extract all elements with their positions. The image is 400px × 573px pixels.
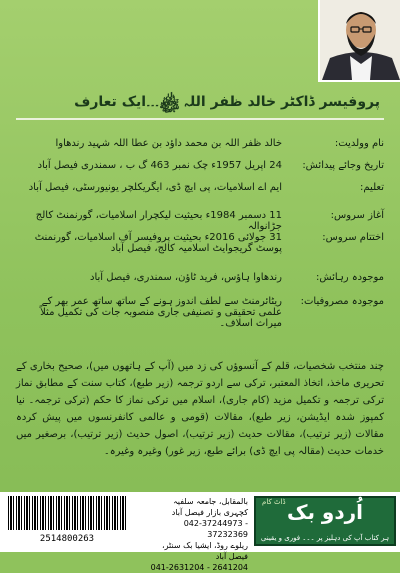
info-value: 11 دسمبر 1984ء بحیثیت لیکچرار اسلامیات، گورنمنٹ کالج جڑانوالہ xyxy=(35,210,282,232)
barcode-number: 2514800263 xyxy=(39,534,95,544)
title-divider xyxy=(16,118,384,120)
info-label: نام وولدیت: xyxy=(334,138,384,149)
logo-text: اُردو بک xyxy=(286,500,363,524)
info-label: تعلیم: xyxy=(360,182,384,193)
info-value: رندھاوا ہاؤس، فرید ٹاؤن، سمندری، فیصل آباد xyxy=(89,272,282,283)
info-value: 24 اپریل 1957ء چک نمبر 463 گ ب ، سمندری فیصل آباد xyxy=(37,160,282,171)
info-value: ریٹائرمنٹ سے لطف اندوز ہونے کے ساتھ ساتھ عمر بھر کے علمی تحقیقی و تصنیفی جاری منصوبہ جات کی تکمیل مثلاً میراث اسلاف۔ xyxy=(40,296,282,329)
page-title: پروفیسر ڈاکٹر خالد ظفر اللہ ﷾۔۔۔ایک تعارف xyxy=(74,94,380,110)
shop-phone: 042-37244973 - 37232369 xyxy=(183,519,248,539)
shop-address xyxy=(150,496,248,573)
info-label: موجودہ مصروفیات: xyxy=(300,296,384,307)
info-label: آغاز سروس: xyxy=(330,210,384,221)
logo-tagline: ہر کتاب آپ کی دہلیز پر ۔۔۔ فوری و یقینی xyxy=(260,534,390,542)
author-portrait-icon xyxy=(320,0,400,80)
info-value: 31 جولائی 2016ء بحیثیت پروفیسر آف اسلامیات، گورنمنٹ پوسٹ گریجوایٹ اسلامیہ کالج، فیصل آباد xyxy=(34,232,282,254)
shop-phone: 041-2631204 - 2641204 xyxy=(150,563,248,572)
info-label: اختتام سروس: xyxy=(322,232,384,243)
logo-subtitle: ڈاٹ کام xyxy=(262,498,286,506)
barcode xyxy=(8,496,126,530)
urdu-book-logo xyxy=(254,496,396,546)
bio-paragraph: چند منتخب شخصیات، قلم کے آنسوؤں کی زد میں (آپ کے ہاتھوں میں)، صحیح بخاری کے تحریری ماخذ، اتخاذ المعتبر، ترکی سے اردو ترجمہ (زیر طبع)، کتاب سنت کے مطابق نماز ترکی ترجمہ و تکمیل مزید (کام جاری)، اسلام میں ترکی نماز کا حکم (ترکی ترجمہ۔ نیا کمپوز شدہ ایڈیشن، زیر طبع)، مقالات (قومی و عالمی کانفرنسوں میں پیش کردہ مقالات (زیر ترتیب)، مقالات حدیث (زیر ترتیب)، اصول حدیث (زیر ترتیب)، برصغیر میں خدمات حدیث (مقالہ پی ایچ ڈی) برائے طبع، زیر غور) وغیرہ وغیرہ۔ xyxy=(16,361,384,457)
info-value: خالد ظفر اللہ بن محمد داؤد بن عطا اللہ شہید رندھاوا xyxy=(55,138,282,149)
info-label: موجودہ رہائش: xyxy=(316,272,384,283)
info-value: ایم اے اسلامیات، پی ایچ ڈی، ایگریکلچر یونیورسٹی، فیصل آباد xyxy=(28,182,282,193)
author-photo xyxy=(318,0,400,82)
cover-footer xyxy=(0,492,400,572)
info-label: تاریخ وجائے پیدائش: xyxy=(302,160,384,171)
shop-line: ریلوے روڈ، ایشیا بک سنٹر، فیصل آباد xyxy=(162,541,248,561)
shop-line: بالمقابل، جامعہ سلفیہ کچہری بازار فیصل آباد xyxy=(171,497,248,517)
